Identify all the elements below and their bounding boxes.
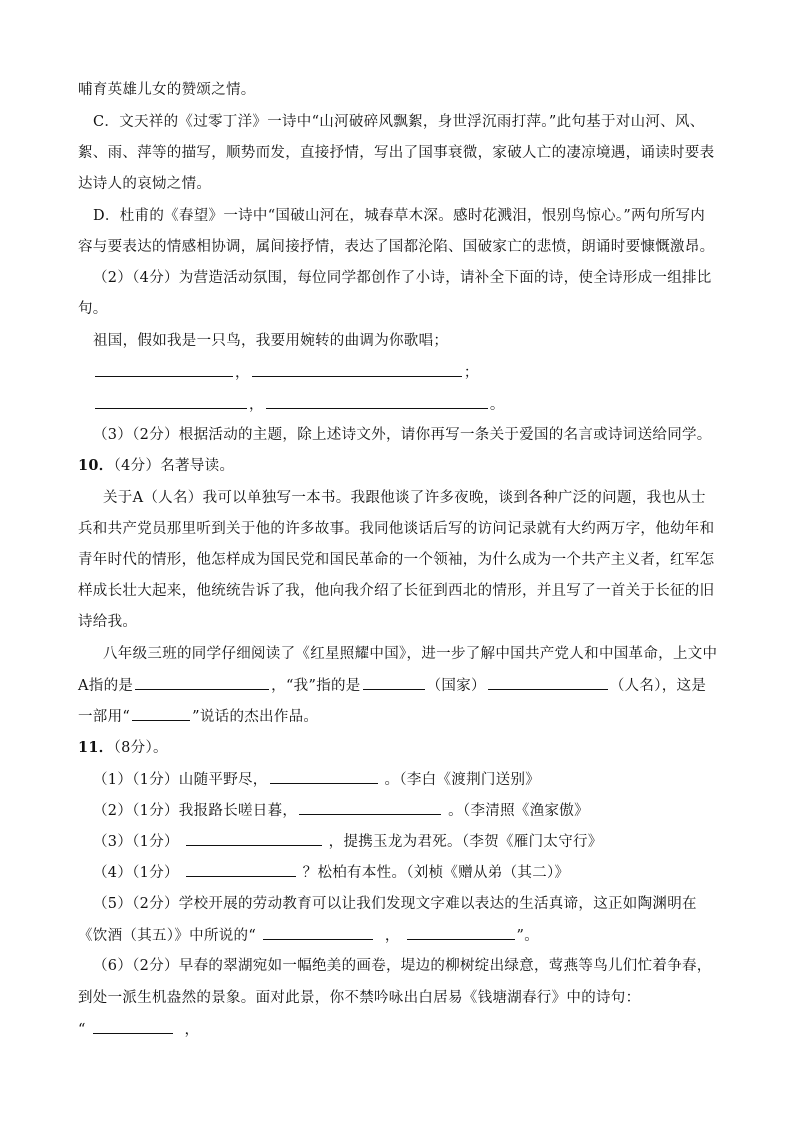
answer-blank[interactable]	[186, 831, 322, 846]
answer-blank[interactable]	[252, 362, 462, 377]
question-10-heading	[78, 456, 754, 476]
answer-blank[interactable]	[270, 769, 378, 784]
answer-blank[interactable]	[263, 925, 373, 940]
comma: ，	[249, 397, 264, 413]
reading-passage-line: 青年时代的情形，他怎样成为国民党和国民革命的一个领袖，为什么成为一个共产主义者，红军怎	[78, 552, 715, 568]
text-span: （人名），这是	[609, 678, 707, 694]
question-11-4	[93, 862, 754, 883]
question-11-3	[93, 831, 754, 852]
option-d-line: D．杜甫的《春望》一诗中“国破山河在，城春草木深。感时花溅泪，恨别鸟惊心。”两句所写内	[93, 208, 706, 224]
reading-passage-line: 兵和共产党员那里听到关于他的许多故事。我同他谈话后写的访问记录就有大约两万字，他幼年和	[78, 521, 715, 537]
answer-blank[interactable]	[299, 800, 441, 815]
reading-passage-line: 诗给我。	[78, 614, 138, 630]
question-10-fill-line	[78, 675, 754, 696]
text-span: ，提携玉龙为君死。（李贺《雁门太守行》	[328, 834, 603, 850]
text-line: 哺育英雄儿女的赞颂之情。	[78, 82, 256, 98]
answer-blank[interactable]	[407, 925, 515, 940]
question-11-2	[93, 800, 754, 821]
question-title: （4分）名著导读。	[113, 458, 235, 474]
period: 。	[489, 397, 505, 413]
question-11-1	[93, 769, 754, 790]
question-11-6: （6）（2分）早春的翠湖宛如一幅绝美的画卷，堤边的柳树绽出绿意，莺燕等鸟儿们忙着争春，	[93, 958, 712, 974]
text-span: 《饮酒（其五）》中所说的“	[78, 928, 257, 944]
text-span: ，	[384, 928, 400, 944]
question-9-2: （2）（4分）为营造活动氛围，每位同学都创作了小诗，请补全下面的诗，使全诗形成一组排比	[93, 270, 712, 286]
comma: ，	[235, 365, 250, 381]
text-span: 一部用“	[78, 709, 131, 725]
question-11-6-fill	[78, 1019, 754, 1040]
semicolon: ；	[463, 365, 479, 381]
text-span: ，	[184, 1022, 200, 1038]
answer-blank[interactable]	[93, 1019, 173, 1034]
poem-line: 祖国，假如我是一只鸟，我要用婉转的曲调为你歌唱；	[93, 333, 449, 349]
text-span: （2）（1分）我报路长嗟日暮，	[93, 803, 298, 819]
text-span: （国家）	[426, 678, 486, 694]
text-line: 句。	[78, 301, 108, 317]
answer-blank[interactable]	[186, 862, 296, 877]
text-span: ”说话的杰出作品。	[192, 709, 319, 725]
option-c-line: C．文天祥的《过零丁洋》一诗中“山河破碎风飘絮，身世浮沉雨打萍。”此句基于对山河、风、	[93, 114, 705, 130]
answer-blank-country[interactable]	[363, 675, 425, 690]
answer-blank[interactable]	[132, 706, 190, 721]
poem-fill-line-2	[93, 394, 754, 415]
question-11-5: （5）（2分）学校开展的劳动教育可以让我们发现文字难以表达的生活真谛，这正如陶渊明在	[93, 896, 697, 912]
question-11-5-fill	[78, 925, 754, 946]
answer-blank[interactable]	[95, 394, 247, 409]
answer-blank-a[interactable]	[135, 675, 269, 690]
text-line: 到处一派生机盎然的景象。面对此景，你不禁吟咏出白居易《钱塘湖春行》中的诗句：	[78, 990, 641, 1006]
text-line: 容与要表达的情感相协调，属间接抒情，表达了国都沦陷、国破家亡的悲愤，朗诵时要慷慨激昂。	[78, 239, 715, 255]
question-title: （8分）。	[113, 740, 168, 756]
reading-passage-line: 关于A（人名）我可以单独写一本书。我跟他谈了许多夜晚，谈到各种广泛的问题，我也从士	[103, 490, 706, 506]
text-span: （1）（1分）山随平野尽，	[93, 772, 268, 788]
text-span: （3）（1分）	[93, 834, 179, 850]
text-span: （4）（1分）	[93, 865, 179, 881]
text-line: 达诗人的哀恸之情。	[78, 176, 212, 192]
poem-fill-line-1	[93, 362, 754, 383]
question-9-3: （3）（2分）根据活动的主题，除上述诗文外，请你再写一条关于爱国的名言或诗词送给同学。	[93, 427, 712, 443]
text-span: ”。	[516, 928, 540, 944]
question-11-heading	[78, 738, 754, 758]
question-number: 11．	[78, 739, 114, 756]
question-10-prompt: 八年级三班的同学仔细阅读了《红星照耀中国》，进一步了解中国共产党人和中国革命，上文中	[103, 646, 718, 662]
answer-blank-person[interactable]	[488, 675, 608, 690]
text-span: ？松柏有本性。（刘桢《赠从弟（其二）》	[302, 865, 570, 881]
question-10-fill-line	[78, 706, 754, 727]
text-span: ，“我”指的是	[271, 678, 361, 694]
reading-passage-line: 样成长壮大起来，他统统告诉了我，他向我介绍了长征到西北的情形，并且写了一首关于长征的旧	[78, 583, 715, 599]
text-span: 。（李清照《渔家傲》	[448, 803, 589, 819]
answer-blank[interactable]	[95, 362, 233, 377]
text-span: “	[78, 1022, 86, 1038]
question-number: 10．	[78, 457, 114, 474]
answer-blank[interactable]	[266, 394, 488, 409]
text-line: 絮、雨、萍等的描写，顺势而发，直接抒情，写出了国事衰微，家破人亡的凄凉境遇，诵读时要表	[78, 145, 715, 161]
text-span: 。（李白《渡荆门送别》	[384, 772, 541, 788]
text-span: A指的是	[78, 678, 134, 694]
